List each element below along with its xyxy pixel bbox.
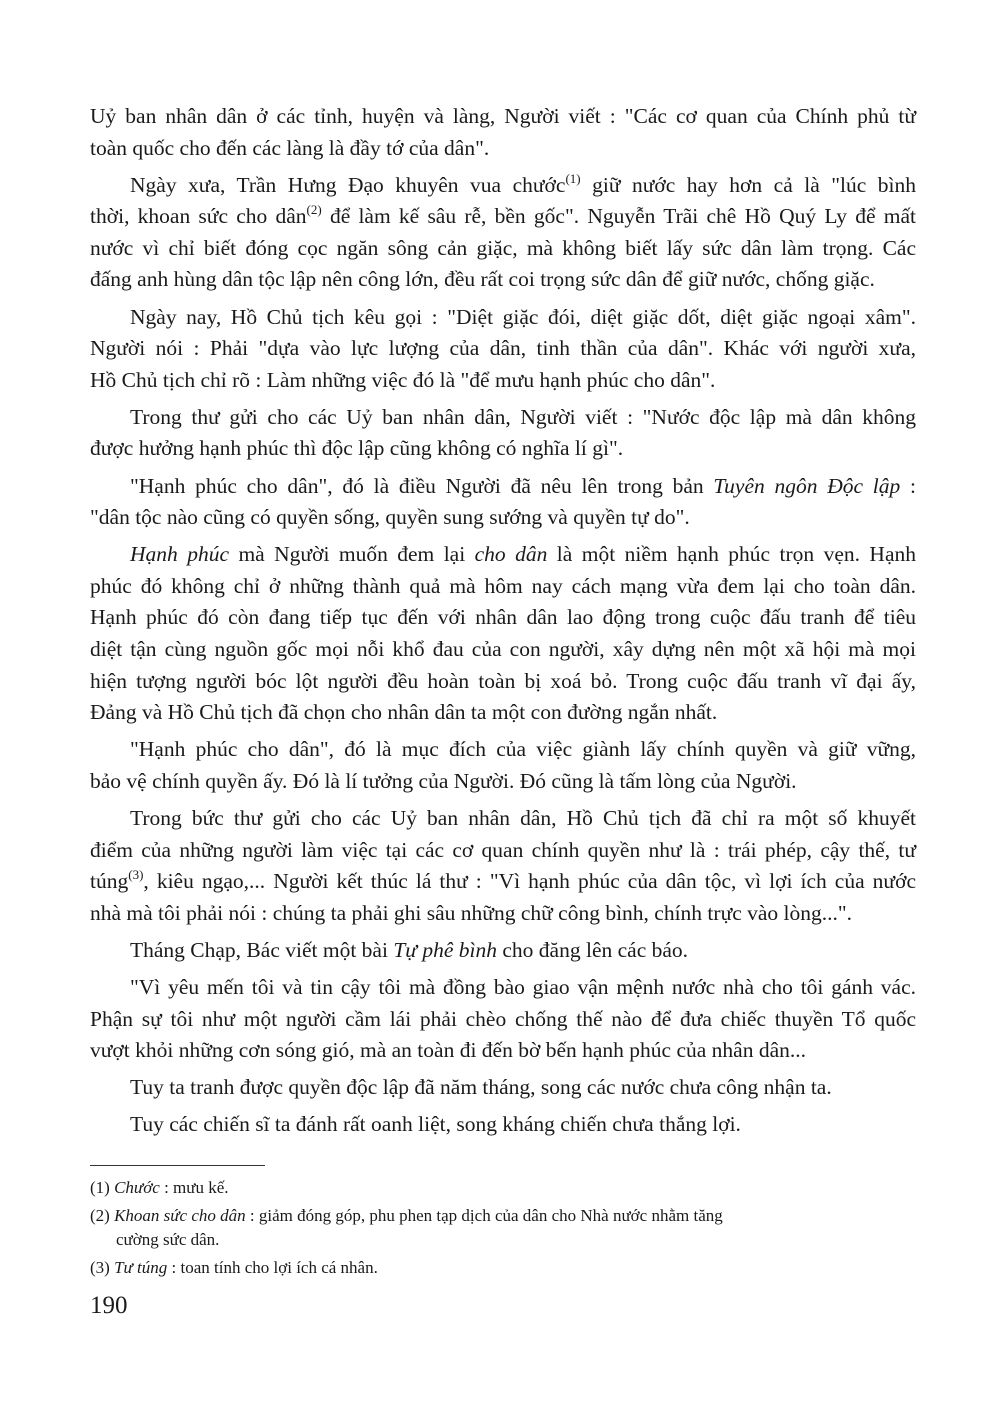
page-number: 190: [90, 1292, 128, 1319]
text-line: [90, 898, 916, 930]
text-run: hiện tượng người bóc lột người đều hoàn toàn bị xoá bỏ. Trong cuộc đấu tranh vĩ đại ấy,: [90, 668, 916, 693]
text-run: được hưởng hạnh phúc thì độc lập cũng không có nghĩa lí gì".: [90, 436, 624, 461]
paragraph: [90, 471, 916, 534]
paragraph: [90, 170, 916, 296]
footnote-term: Chước: [114, 1178, 160, 1197]
footnote: [90, 1204, 916, 1252]
footnote-divider: [90, 1165, 265, 1166]
text-line: [90, 1004, 916, 1036]
text-line: [90, 803, 916, 835]
text-run: Ngày xưa, Trần Hưng Đạo khuyên vua chước: [130, 172, 566, 197]
text-line: [90, 365, 916, 397]
text-line: [90, 471, 916, 503]
text-line: [90, 602, 916, 634]
paragraph: [90, 302, 916, 397]
footnote-text-continued: cường sức dân.: [116, 1230, 220, 1249]
body-text: [90, 101, 916, 1146]
footnotes: [90, 1176, 916, 1284]
footnote: [90, 1256, 916, 1280]
text-line: [90, 866, 916, 898]
text-run: Trong thư gửi cho các Uỷ ban nhân dân, Người viết : "Nước độc lập mà dân không: [130, 404, 916, 429]
text-run: Hạnh phúc đó còn đang tiếp tục đến với nhân dân lao động trong cuộc đấu tranh để tiêu: [90, 605, 916, 630]
text-run: "Hạnh phúc cho dân", đó là điều Người đã nêu lên trong bản: [130, 473, 714, 498]
footnote-text: : giảm đóng góp, phu phen tạp dịch của dân cho Nhà nước nhằm tăng: [245, 1206, 723, 1225]
text-line: [90, 170, 916, 202]
text-run: vượt khỏi những cơn sóng gió, mà an toàn đi đến bờ bến hạnh phúc của nhân dân...: [90, 1038, 807, 1063]
paragraph: [90, 1072, 916, 1104]
text-run: Đảng và Hồ Chủ tịch đã chọn cho nhân dân ta một con đường ngắn nhất.: [90, 700, 718, 725]
text-run: điểm của những người làm việc tại các cơ quan chính quyền như là : trái phép, cậy thế, tư: [90, 837, 916, 862]
text-line: [90, 302, 916, 334]
text-run: Tháng Chạp, Bác viết một bài: [130, 937, 394, 962]
text-line: [90, 972, 916, 1004]
text-line: [90, 666, 916, 698]
text-line: [90, 502, 916, 534]
paragraph: [90, 1109, 916, 1141]
paragraph: [90, 935, 916, 967]
footnote-term: Tư túng: [114, 1258, 168, 1277]
text-run: Người nói : Phải "dựa vào lực lượng của dân, tinh thần của dân". Khác với người xưa,: [90, 336, 916, 361]
text-line: [90, 433, 916, 465]
text-run: "Hạnh phúc cho dân", đó là mục đích của việc giành lấy chính quyền và giữ vững,: [130, 737, 916, 762]
text-run: Uỷ ban nhân dân ở các tỉnh, huyện và làng, Người viết : "Các cơ quan của Chính phủ từ: [90, 104, 916, 128]
footnote-term: Khoan sức cho dân: [114, 1206, 246, 1225]
footnote-text: : toan tính cho lợi ích cá nhân.: [167, 1258, 378, 1277]
text-run: túng: [90, 869, 129, 894]
text-run: phúc đó không chỉ ở những thành quả mà hôm nay cách mạng vừa đem lại cho toàn dân.: [90, 573, 916, 598]
text-line: [90, 835, 916, 867]
text-line: [90, 539, 916, 571]
footnote-reference: (2): [306, 202, 322, 218]
footnote: [90, 1176, 916, 1200]
text-run: diệt tận cùng nguồn gốc mọi nỗi khổ đau của con người, xây dựng nên một xã hội mà mọi: [90, 637, 916, 661]
text-run: bảo vệ chính quyền ấy. Đó là lí tưởng của Người. Đó cũng là tấm lòng của Người.: [90, 768, 797, 793]
text-run: toàn quốc cho đến các làng là đầy tớ của dân".: [90, 135, 490, 160]
footnote-number: (3): [90, 1258, 115, 1277]
text-line: [90, 697, 916, 729]
text-line: [90, 1035, 916, 1067]
text-run: "dân tộc nào cũng có quyền sống, quyền sung sướng và quyền tự do".: [90, 505, 690, 530]
text-line: [90, 133, 916, 165]
text-line: [90, 766, 916, 798]
italic-term: cho dân: [474, 542, 548, 567]
text-line: [90, 1109, 916, 1141]
text-run: :: [900, 473, 916, 498]
text-run: Trong bức thư gửi cho các Uỷ ban nhân dân, Hồ Chủ tịch đã chỉ ra một số khuyết: [130, 805, 916, 830]
text-run: để làm kế sâu rễ, bền gốc". Nguyễn Trãi chê Hồ Quý Ly để mất: [321, 204, 916, 229]
italic-term: Hạnh phúc: [130, 542, 230, 567]
text-run: , kiêu ngạo,... Người kết thúc lá thư : "Vì hạnh phúc của dân tộc, vì lợi ích của nước: [143, 869, 916, 894]
footnote-reference: (1): [565, 170, 581, 186]
text-run: Tuy ta tranh được quyền độc lập đã năm tháng, song các nước chưa công nhận ta.: [130, 1075, 832, 1100]
text-run: cho đăng lên các báo.: [497, 937, 689, 962]
footnote-text: : mưu kế.: [159, 1178, 229, 1197]
text-run: giữ nước hay hơn cả là "lúc bình: [580, 172, 916, 197]
paragraph: [90, 803, 916, 929]
text-line: [90, 571, 916, 603]
text-run: Tuy các chiến sĩ ta đánh rất oanh liệt, song kháng chiến chưa thắng lợi.: [130, 1112, 741, 1137]
text-line: [90, 1072, 916, 1104]
paragraph: [90, 539, 916, 729]
text-run: đấng anh hùng dân tộc lập nên công lớn, đều rất coi trọng sức dân để giữ nước, chống giặc.: [90, 267, 875, 292]
footnote-reference: (3): [128, 867, 144, 883]
footnote-number: (2): [90, 1206, 115, 1225]
text-run: nước vì chỉ biết đóng cọc ngăn sông cản giặc, mà không biết lấy sức dân làm trọng. Các: [90, 235, 916, 260]
text-run: "Vì yêu mến tôi và tin cậy tôi mà đồng bào giao vận mệnh nước nhà cho tôi gánh vác.: [130, 974, 916, 999]
text-line: [90, 634, 916, 666]
text-line: [90, 201, 916, 233]
text-line: [90, 233, 916, 265]
italic-term: Tuyên ngôn Độc lập: [713, 473, 901, 498]
text-run: thời, khoan sức cho dân: [90, 204, 307, 229]
paragraph: [90, 101, 916, 164]
text-line: [90, 734, 916, 766]
text-run: Ngày nay, Hồ Chủ tịch kêu gọi : "Diệt giặc đói, diệt giặc dốt, diệt giặc ngoại xâm".: [130, 304, 916, 329]
text-run: Hồ Chủ tịch chỉ rõ : Làm những việc đó là "để mưu hạnh phúc cho dân".: [90, 367, 716, 392]
text-run: mà Người muốn đem lại: [229, 542, 475, 567]
text-line: [90, 333, 916, 365]
text-line: [90, 402, 916, 434]
text-line: [90, 264, 916, 296]
text-line: [90, 935, 916, 967]
italic-term: Tự phê bình: [393, 937, 498, 962]
text-run: là một niềm hạnh phúc trọn vẹn. Hạnh: [547, 542, 916, 567]
paragraph: [90, 734, 916, 797]
text-run: nhà mà tôi phải nói : chúng ta phải ghi sâu những chữ công bình, chính trực vào lòng...".: [90, 900, 853, 925]
paragraph: [90, 972, 916, 1067]
text-run: Phận sự tôi như một người cầm lái phải chèo chống thế nào để đưa chiếc thuyền Tổ quốc: [90, 1006, 916, 1031]
paragraph: [90, 402, 916, 465]
text-line: [90, 101, 916, 133]
footnote-number: (1): [90, 1178, 115, 1197]
